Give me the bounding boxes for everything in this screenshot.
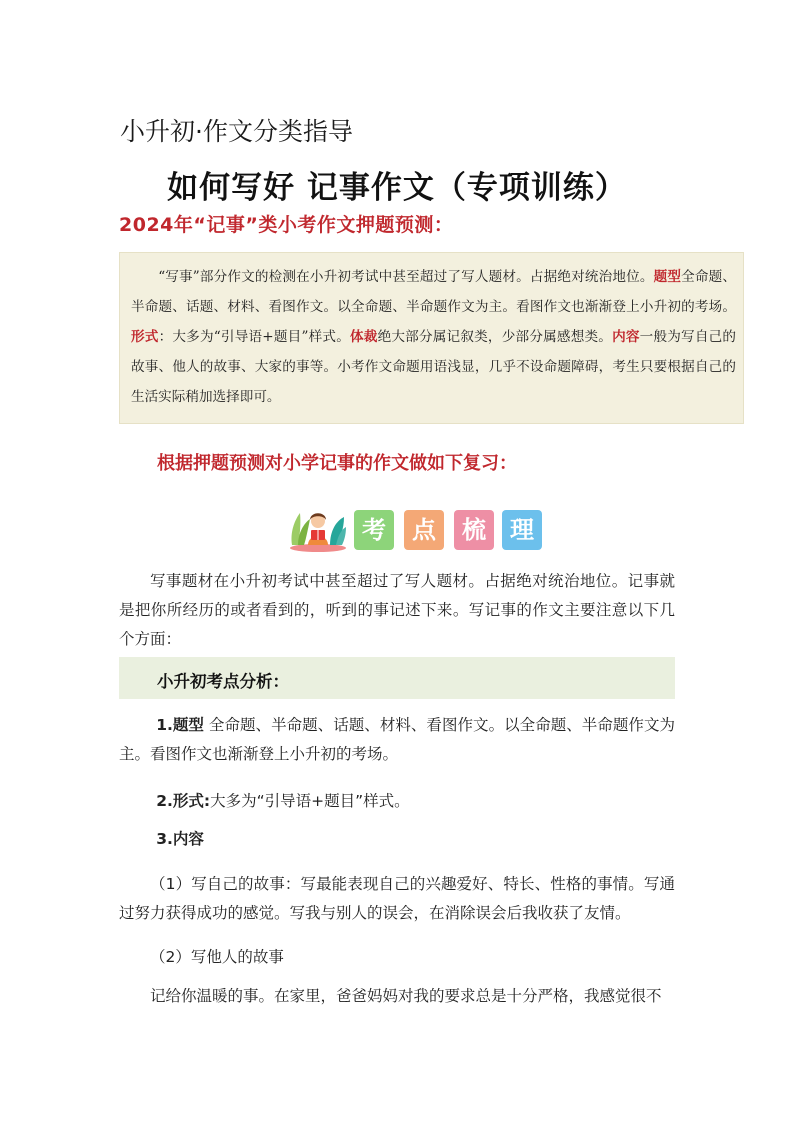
keyword-content: 内容 xyxy=(612,329,640,345)
item2-label: 2.形式: xyxy=(156,792,211,810)
item-topic xyxy=(119,711,675,769)
series-title: 小升初·作文分类指导 xyxy=(120,117,353,146)
item-content xyxy=(119,825,675,854)
genre-text: 绝大部分属记叙类，少部分属感想类。 xyxy=(377,329,613,345)
forecast-heading: 2024年“记事”类小考作文押题预测： xyxy=(119,214,454,236)
item1-label: 1.题型 xyxy=(156,716,204,734)
topic-text: 全命题、半命题、话题、材料、看图作文。以全命题、半命题作文为主。看图作文也渐渐登上小升初的考场。 xyxy=(131,269,736,315)
intro-paragraph: 写事题材在小升初考试中甚至超过了写人题材。占据绝对统治地位。记事就是把你所经历的或者看到的，听到的事记述下来。写记事的作文主要注意以下几个方面： xyxy=(119,572,675,648)
item3-label: 3.内容 xyxy=(156,830,204,848)
tile-shu: 梳 xyxy=(454,510,494,550)
forecast-text xyxy=(131,262,736,412)
reading-child-illustration xyxy=(286,503,348,553)
keyword-form: 形式 xyxy=(131,329,159,345)
keyword-topic: 题型 xyxy=(653,269,682,285)
page-title: 如何写好 记事作文（专项训练） xyxy=(167,170,627,206)
form-text: ：大多为“引导语+题目”样式。 xyxy=(158,329,350,345)
forecast-intro: “写事”部分作文的检测在小升初考试中甚至超过了写人题材。占据绝对统治地位。 xyxy=(158,269,654,285)
review-heading: 根据押题预测对小学记事的作文做如下复习： xyxy=(157,453,517,474)
sub-item-2-text: 记给你温暖的事。在家里，爸爸妈妈对我的要求总是十分严格，我感觉很不 xyxy=(150,987,662,1005)
item-form xyxy=(119,787,675,816)
tile-kao: 考 xyxy=(354,510,394,550)
tile-dian: 点 xyxy=(404,510,444,550)
tile-li: 理 xyxy=(502,510,542,550)
item2-text: 大多为“引导语+题目”样式。 xyxy=(210,792,410,810)
keyword-genre: 体裁 xyxy=(350,329,378,345)
sub-item-1: （1）写自己的故事：写最能表现自己的兴趣爱好、特长、性格的事情。写通过努力获得成功的感觉。写我与别人的误会，在消除误会后我收获了友情。 xyxy=(119,875,675,922)
sub-item-2: （2）写他人的故事 xyxy=(150,948,284,966)
content-text: 一般为写自己的故事、他人的故事、大家的事等。小考作文命题用语浅显，几乎不设命题障碍，考生只要根据自己的生活实际稍加选择即可。 xyxy=(131,329,737,405)
item1-text: 全命题、半命题、话题、材料、看图作文。以全命题、半命题作文为主。看图作文也渐渐登上小升初的考场。 xyxy=(119,716,675,763)
section-label: 小升初考点分析： xyxy=(157,672,289,691)
